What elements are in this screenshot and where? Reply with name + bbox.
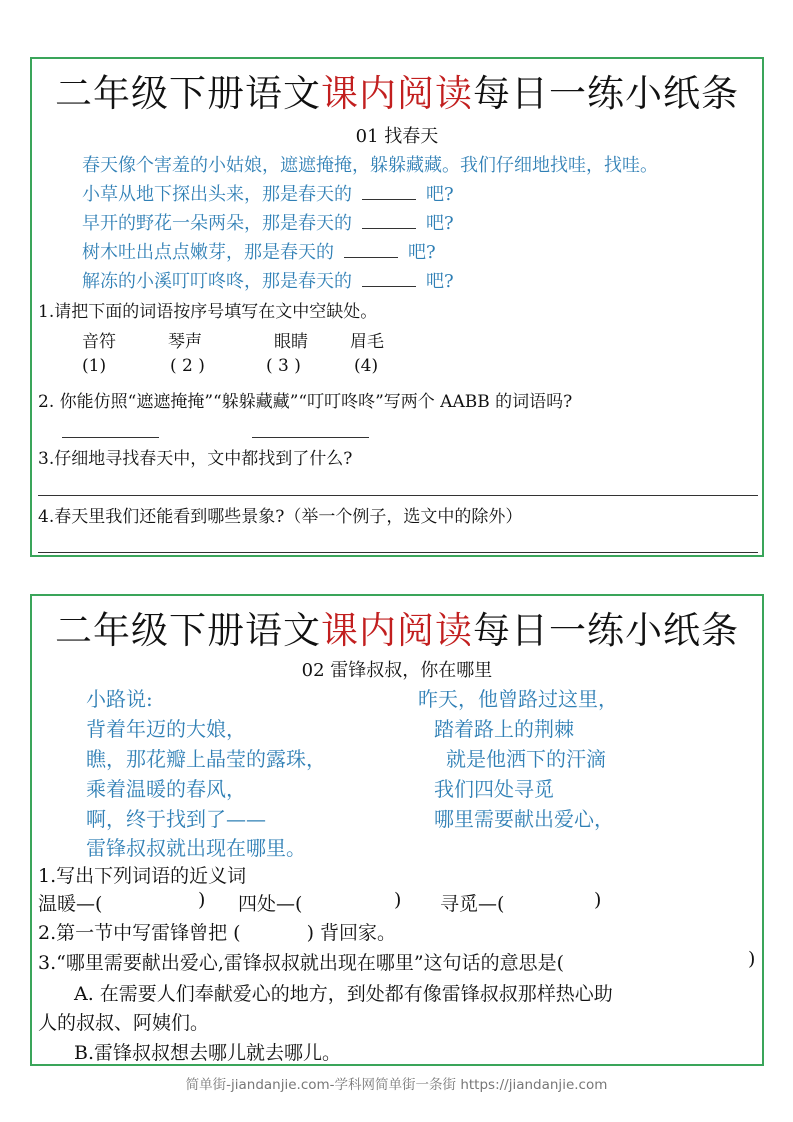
question-1: 1.写出下列词语的近义词 [38,865,247,887]
answer-blank[interactable] [362,227,416,229]
word-option: 琴声 [168,332,202,352]
word-number: ( 3 ) [266,356,301,376]
question-3: 3.“哪里需要献出爱心,雷锋叔叔就出现在哪里”这句话的意思是( [38,952,565,974]
word-number: (1) [82,356,107,376]
poem-line: 小路说: [86,687,153,711]
passage-line: 小草从地下探出头来，那是春天的 吧? [82,184,454,205]
lesson-title: 02 雷锋叔叔，你在哪里 [301,660,493,681]
poem-line: 我们四处寻觅 [434,777,554,801]
word-option: 眼睛 [274,332,308,352]
poem-line: 乘着温暖的春风， [86,777,246,801]
poem-line: 踏着路上的荆棘 [434,717,574,741]
answer-blank[interactable] [344,256,398,258]
passage-line: 春天像个害羞的小姑娘，遮遮掩掩，躲躲藏藏。我们仔细地找哇，找哇。 [82,155,658,176]
synonym-item: 四处—( [238,893,303,915]
answer-line[interactable] [38,495,758,496]
passage-line: 早开的野花一朵两朵，那是春天的 吧? [82,213,454,234]
answer-line[interactable] [252,437,369,438]
lesson-title: 01 找春天 [355,126,439,147]
footer-watermark: 简单街-jiandanjie.com-学科网简单街一条街 https://jiandanjie.com [185,1077,608,1093]
synonym-item: 温暖—( [38,893,103,915]
worksheet-card-2 [30,594,764,1066]
poem-line: 雷锋叔叔就出现在哪里。 [86,836,306,860]
passage-line: 解冻的小溪叮叮咚咚，那是春天的 吧? [82,271,454,292]
question-2: 2.第一节中写雷锋曾把 ( ) 背回家。 [38,922,397,944]
synonym-item: ) [594,889,602,911]
answer-blank[interactable] [362,198,416,200]
worksheet-card-1 [30,57,764,557]
worksheet-title: 二年级下册语文课内阅读每日一练小纸条 [55,609,739,652]
option-a-continued: 人的叔叔、阿姨们。 [38,1012,210,1034]
option-b[interactable]: B.雷锋叔叔想去哪儿就去哪儿。 [74,1042,342,1064]
question-2: 2. 你能仿照“遮遮掩掩”“躲躲藏藏”“叮叮咚咚”写两个 AABB 的词语吗? [38,392,573,412]
worksheet-title: 二年级下册语文课内阅读每日一练小纸条 [55,72,739,115]
synonym-item: 寻觅—( [440,893,505,915]
poem-line: 瞧，那花瓣上晶莹的露珠， [86,747,326,771]
synonym-item: ) [394,889,402,911]
answer-line[interactable] [38,552,758,553]
poem-line: 背着年迈的大娘， [86,717,246,741]
question-3-close: ) [748,948,756,970]
question-1: 1.请把下面的词语按序号填写在文中空缺处。 [38,302,378,322]
answer-blank[interactable] [362,285,416,287]
answer-line[interactable] [62,437,159,438]
option-a[interactable]: A. 在需要人们奉献爱心的地方，到处都有像雷锋叔叔那样热心助 [74,983,613,1005]
poem-line: 就是他洒下的汗滴 [446,747,606,771]
poem-line: 昨天，他曾路过这里， [418,687,618,711]
word-number: (4) [354,356,379,376]
poem-line: 哪里需要献出爱心， [434,807,614,831]
poem-line: 啊，终于找到了—— [86,807,266,831]
question-4: 4.春天里我们还能看到哪些景象?（举一个例子，选文中的除外） [38,507,523,527]
word-number: ( 2 ) [170,356,205,376]
question-3: 3.仔细地寻找春天中，文中都找到了什么? [38,449,353,469]
synonym-item: ) [198,889,206,911]
word-option: 音符 [82,332,116,352]
word-option: 眉毛 [350,332,384,352]
passage-line: 树木吐出点点嫩芽，那是春天的 吧? [82,242,436,263]
